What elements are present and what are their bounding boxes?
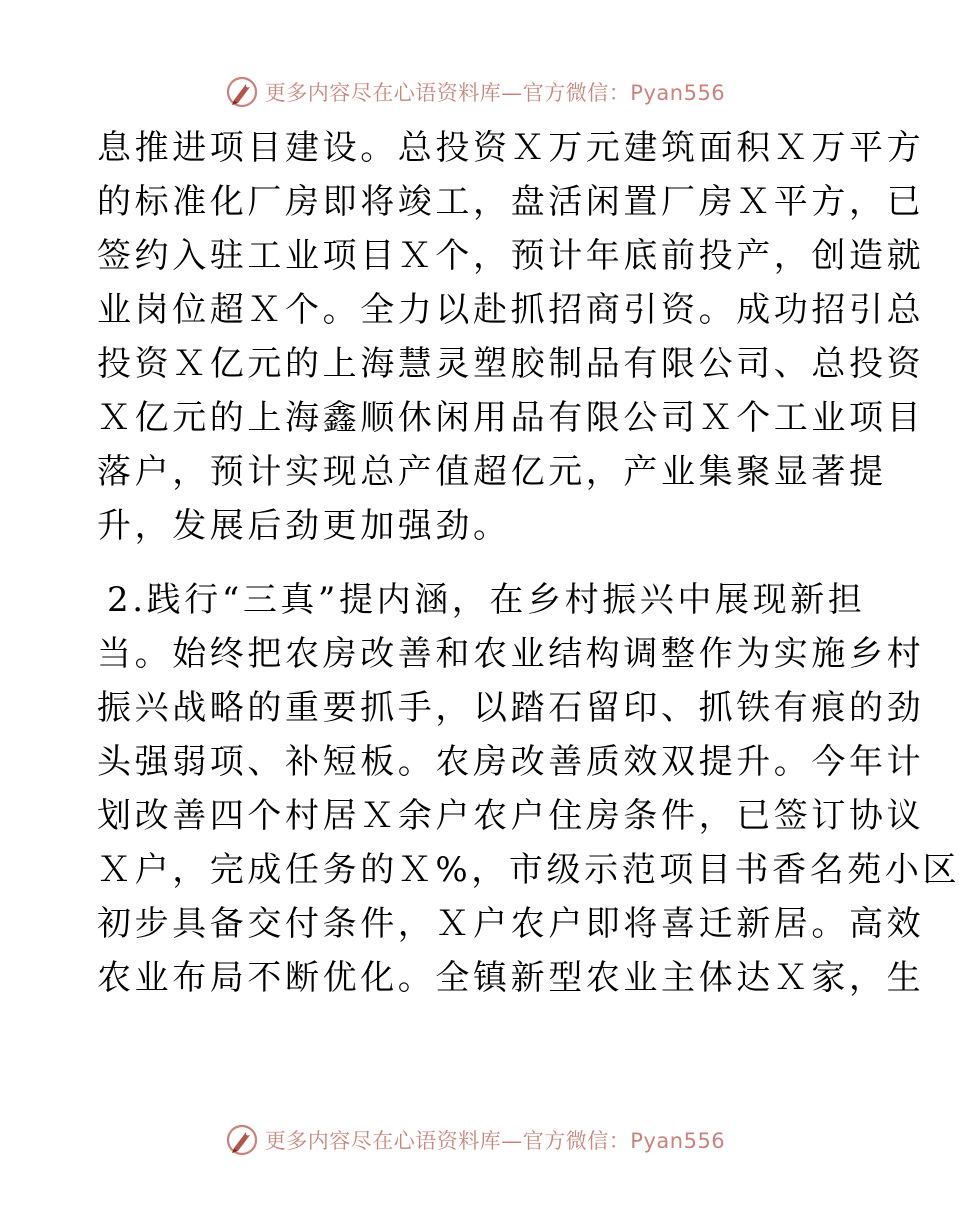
header-watermark-text: 更多内容尽在心语资料库—官方微信：Pyan556 xyxy=(264,81,726,105)
section-heading-line: 2.践行“三真”提内涵，在乡村振兴中展现新担 xyxy=(107,580,866,620)
text-line: 头强弱项、补短板。农房改善质效双提升。今年计 xyxy=(97,742,925,782)
text-line: 的标准化厂房即将竣工，盘活闲置厂房Ｘ平方，已 xyxy=(97,182,925,222)
footer-watermark-text: 更多内容尽在心语资料库—官方微信：Pyan556 xyxy=(264,1129,726,1153)
header-watermark xyxy=(0,72,950,112)
text-line: 投资Ｘ亿元的上海慧灵塑胶制品有限公司、总投资 xyxy=(97,344,925,384)
text-line: 当。始终把农房改善和农业结构调整作为实施乡村 xyxy=(97,634,925,674)
text-line: 初步具备交付条件，Ｘ户农户即将喜迁新居。高效 xyxy=(97,904,925,944)
paragraph-2 xyxy=(97,577,960,1009)
footer-watermark xyxy=(0,1120,950,1160)
document-body xyxy=(97,125,960,1009)
text-line: 息推进项目建设。总投资Ｘ万元建筑面积Ｘ万平方 xyxy=(97,128,925,168)
pen-circle-logo-icon xyxy=(225,75,259,109)
paragraph-1 xyxy=(97,125,925,557)
text-line: Ｘ亿元的上海鑫顺休闲用品有限公司Ｘ个工业项目 xyxy=(97,398,925,438)
text-line: 升，发展后劲更加强劲。 xyxy=(97,506,511,546)
text-line: 农业布局不断优化。全镇新型农业主体达Ｘ家，生 xyxy=(97,958,925,998)
text-line: 签约入驻工业项目Ｘ个，预计年底前投产，创造就 xyxy=(97,236,925,276)
text-line: Ｘ户，完成任务的Ｘ%，市级示范项目书香名苑小区 xyxy=(97,850,960,890)
text-line: 落户，预计实现总产值超亿元，产业集聚显著提 xyxy=(97,452,887,492)
text-line: 业岗位超Ｘ个。全力以赴抓招商引资。成功招引总 xyxy=(97,290,925,330)
text-line: 振兴战略的重要抓手，以踏石留印、抓铁有痕的劲 xyxy=(97,688,925,728)
text-line: 划改善四个村居Ｘ余户农户住房条件，已签订协议 xyxy=(97,796,925,836)
pen-circle-logo-icon xyxy=(225,1123,259,1157)
